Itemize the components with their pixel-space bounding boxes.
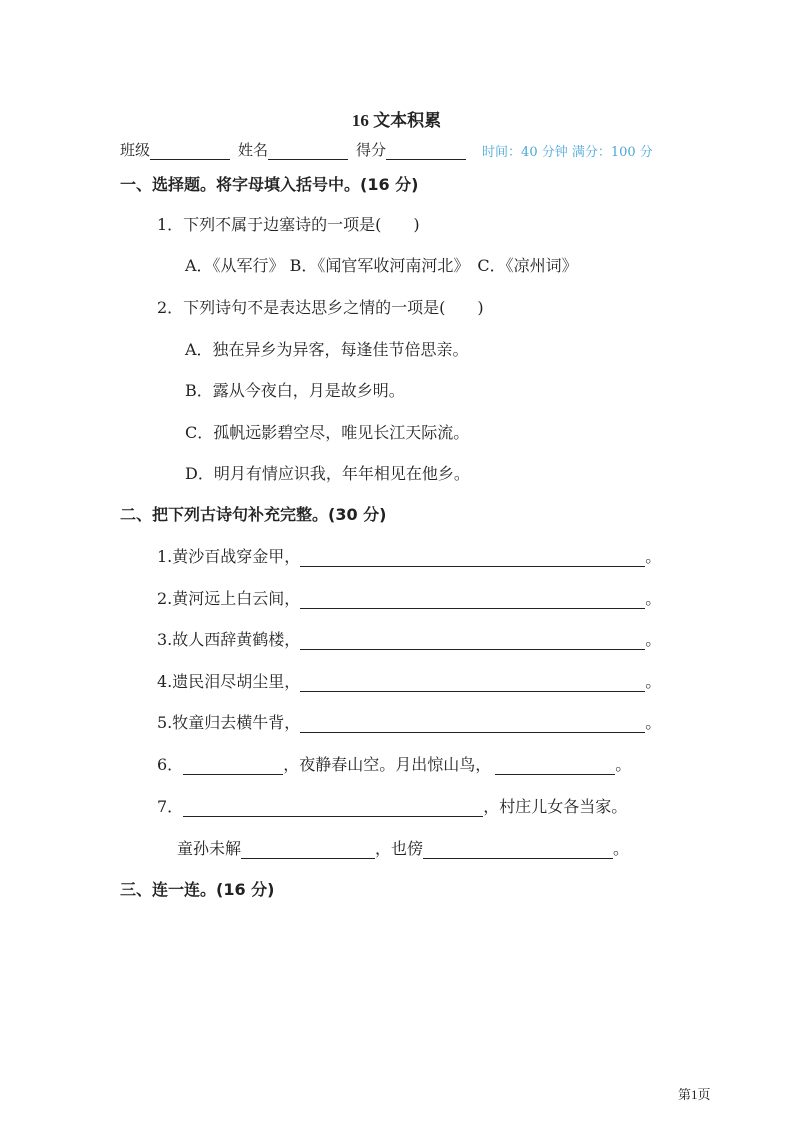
fill-item-2-prefix: 2.黄河远上白云间， bbox=[157, 589, 301, 608]
question-2-option-b: B．露从今夜白，月是故乡明。 bbox=[185, 381, 405, 400]
fill-item-7b-a: 童孙未解 bbox=[177, 839, 242, 858]
fill-item-6-blank-2[interactable] bbox=[495, 760, 615, 775]
section-heading-2: 二、把下列古诗句补充完整。(30 分) bbox=[120, 505, 387, 524]
fill-item-2 bbox=[157, 586, 661, 609]
name-label: 姓名 bbox=[238, 141, 269, 159]
fill-item-6-num: 6． bbox=[157, 755, 184, 774]
fill-item-7b-blank-1[interactable] bbox=[241, 844, 375, 859]
fill-item-2-suffix: 。 bbox=[645, 589, 662, 608]
student-info-row bbox=[120, 139, 653, 160]
fill-item-6-end: 。 bbox=[615, 755, 632, 774]
section-heading-1: 一、选择题。将字母填入括号中。(16 分) bbox=[120, 175, 419, 194]
page-title: 16 文本积累 bbox=[351, 111, 442, 130]
fill-item-5 bbox=[157, 710, 661, 733]
fill-item-3-blank[interactable] bbox=[300, 635, 645, 650]
question-2-stem: 2．下列诗句不是表达思乡之情的一项是( ) bbox=[157, 298, 484, 317]
fill-item-5-blank[interactable] bbox=[300, 718, 645, 733]
section-heading-3: 三、连一连。(16 分) bbox=[120, 880, 275, 899]
fill-item-7b-b: ，也傍 bbox=[375, 839, 424, 858]
question-2-option-c: C．孤帆远影碧空尽，唯见长江天际流。 bbox=[185, 423, 470, 442]
fill-item-7b-blank-2[interactable] bbox=[423, 844, 613, 859]
class-label: 班级 bbox=[120, 141, 151, 159]
fill-item-3-suffix: 。 bbox=[645, 630, 662, 649]
fill-item-1-prefix: 1.黄沙百战穿金甲， bbox=[157, 547, 301, 566]
fill-item-7-line-2 bbox=[177, 836, 629, 859]
fill-item-4-blank[interactable] bbox=[300, 677, 645, 692]
fill-item-4-suffix: 。 bbox=[645, 672, 662, 691]
fill-item-3-prefix: 3.故人西辞黄鹤楼， bbox=[157, 630, 301, 649]
name-field[interactable] bbox=[268, 143, 348, 160]
question-2-option-a: A．独在异乡为异客，每逢佳节倍思亲。 bbox=[185, 340, 469, 359]
fill-item-6 bbox=[157, 752, 631, 775]
fill-item-6-blank-1[interactable] bbox=[183, 760, 283, 775]
fill-item-1-blank[interactable] bbox=[300, 552, 645, 567]
question-1-options: A．《从军行》 B．《闻官军收河南河北》 C．《凉州词》 bbox=[185, 256, 578, 275]
score-label: 得分 bbox=[356, 141, 387, 159]
fill-item-4-prefix: 4.遗民泪尽胡尘里， bbox=[157, 672, 301, 691]
fill-item-7b-end: 。 bbox=[613, 839, 630, 858]
fill-item-7-num: 7． bbox=[157, 797, 184, 816]
fill-item-5-suffix: 。 bbox=[645, 713, 662, 732]
fill-item-5-prefix: 5.牧童归去横牛背， bbox=[157, 713, 301, 732]
score-field[interactable] bbox=[386, 143, 466, 160]
time-score-info: 时间：40 分钟 满分：100 分 bbox=[482, 145, 653, 160]
fill-item-6-mid: ，夜静春山空。月出惊山鸟， bbox=[283, 755, 492, 774]
question-2-option-d: D．明月有情应识我，年年相见在他乡。 bbox=[185, 464, 470, 483]
fill-item-7-blank[interactable] bbox=[183, 802, 483, 817]
question-1-stem: 1．下列不属于边塞诗的一项是( ) bbox=[157, 215, 420, 234]
page-number: 第1页 bbox=[678, 1087, 711, 1102]
fill-item-1 bbox=[157, 544, 661, 567]
fill-item-4 bbox=[157, 669, 661, 692]
class-field[interactable] bbox=[150, 143, 230, 160]
fill-item-7 bbox=[157, 794, 627, 817]
fill-item-2-blank[interactable] bbox=[300, 594, 645, 609]
fill-item-7-end: ，村庄儿女各当家。 bbox=[483, 797, 628, 816]
fill-item-1-suffix: 。 bbox=[645, 547, 662, 566]
fill-item-3 bbox=[157, 627, 661, 650]
